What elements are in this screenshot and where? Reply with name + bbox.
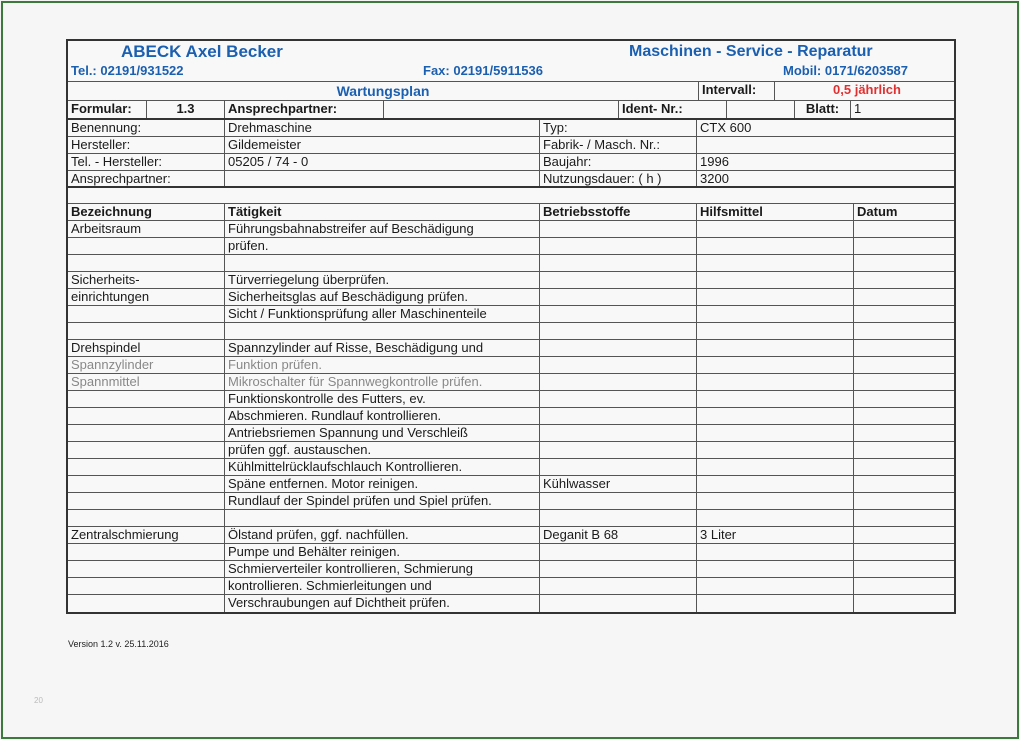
cell-bezeichnung xyxy=(68,578,224,594)
cell-taetigkeit: Türverriegelung überprüfen. xyxy=(224,272,539,288)
cell-taetigkeit: Führungsbahnabstreifer auf Beschädigung xyxy=(224,221,539,237)
nutzungsdauer-label: Nutzungsdauer: ( h ) xyxy=(539,171,696,186)
cell-hilfsmittel xyxy=(696,561,853,577)
cell-datum xyxy=(853,374,956,390)
table-row xyxy=(68,238,954,255)
cell-bezeichnung: Zentralschmierung xyxy=(71,527,179,542)
cell-betriebsstoffe xyxy=(539,459,696,475)
cell-datum xyxy=(853,408,956,424)
cell-datum xyxy=(853,221,956,237)
intervall-label: Intervall: xyxy=(698,82,774,100)
cell-datum xyxy=(853,306,956,322)
benennung-label: Benennung: xyxy=(71,120,142,135)
cell-taetigkeit: Kühlmittelrücklaufschlauch Kontrollieren. xyxy=(224,459,539,475)
maintenance-sheet xyxy=(66,39,956,614)
version-note: Version 1.2 v. 25.11.2016 xyxy=(68,639,169,649)
fax-number: Fax: 02191/5911536 xyxy=(423,63,543,78)
table-row xyxy=(68,561,954,578)
table-row xyxy=(68,459,954,476)
cell-betriebsstoffe xyxy=(539,544,696,560)
cell-hilfsmittel xyxy=(696,289,853,305)
cell-datum xyxy=(853,238,956,254)
cell-hilfsmittel xyxy=(696,595,853,612)
cell-taetigkeit: Ölstand prüfen, ggf. nachfüllen. xyxy=(224,527,539,543)
cell-taetigkeit: Sicht / Funktionsprüfung aller Maschinenteile xyxy=(224,306,539,322)
cell-hilfsmittel xyxy=(696,272,853,288)
typ-label: Typ: xyxy=(539,120,696,136)
cell-bezeichnung: Spannzylinder xyxy=(71,357,154,372)
cell-betriebsstoffe xyxy=(539,340,696,356)
cell-bezeichnung xyxy=(68,510,224,526)
cell-bezeichnung xyxy=(68,425,224,441)
page-number: 20 xyxy=(34,696,43,705)
cell-bezeichnung xyxy=(68,255,224,271)
cell-bezeichnung xyxy=(68,323,224,339)
col-header-betriebsstoffe: Betriebsstoffe xyxy=(539,204,696,220)
benennung-value: Drehmaschine xyxy=(224,120,539,136)
table-row xyxy=(68,442,954,459)
cell-hilfsmittel xyxy=(696,442,853,458)
title-row xyxy=(68,82,954,101)
tel-hersteller-value: 05205 / 74 - 0 xyxy=(224,154,539,170)
table-row xyxy=(68,510,954,527)
table-row xyxy=(68,408,954,425)
cell-bezeichnung: Spannmittel xyxy=(71,374,140,389)
col-header-hilfsmittel: Hilfsmittel xyxy=(696,204,853,220)
table-row xyxy=(68,527,954,544)
col-header-datum: Datum xyxy=(853,204,956,220)
cell-datum xyxy=(853,459,956,475)
cell-taetigkeit: Antriebsriemen Spannung und Verschleiß xyxy=(224,425,539,441)
cell-hilfsmittel xyxy=(696,238,853,254)
ansprechpartner-label: Ansprechpartner: xyxy=(224,101,383,118)
table-row xyxy=(68,476,954,493)
cell-datum xyxy=(853,578,956,594)
cell-bezeichnung xyxy=(68,408,224,424)
formular-label: Formular: xyxy=(71,101,132,116)
cell-taetigkeit: Funktion prüfen. xyxy=(224,357,539,373)
cell-datum xyxy=(853,544,956,560)
table-row xyxy=(68,272,954,289)
cell-hilfsmittel xyxy=(696,340,853,356)
cell-betriebsstoffe xyxy=(539,221,696,237)
cell-bezeichnung: einrichtungen xyxy=(71,289,150,304)
cell-betriebsstoffe xyxy=(539,510,696,526)
cell-betriebsstoffe xyxy=(539,357,696,373)
cell-taetigkeit: Funktionskontrolle des Futters, ev. xyxy=(224,391,539,407)
spacer-row xyxy=(68,188,954,204)
cell-hilfsmittel xyxy=(696,459,853,475)
cell-datum xyxy=(853,527,956,543)
table-row xyxy=(68,357,954,374)
hersteller-value: Gildemeister xyxy=(224,137,539,153)
cell-betriebsstoffe: Kühlwasser xyxy=(539,476,696,492)
machine-row-benennung xyxy=(68,120,954,137)
cell-datum xyxy=(853,391,956,407)
cell-bezeichnung: Sicherheits- xyxy=(71,272,140,287)
cell-taetigkeit: prüfen. xyxy=(224,238,539,254)
cell-datum xyxy=(853,323,956,339)
cell-taetigkeit: Rundlauf der Spindel prüfen und Spiel prüfen. xyxy=(224,493,539,509)
cell-betriebsstoffe xyxy=(539,391,696,407)
plan-title: Wartungsplan xyxy=(336,83,430,99)
ident-field xyxy=(726,101,794,118)
machine-row-tel xyxy=(68,154,954,171)
cell-datum xyxy=(853,425,956,441)
cell-bezeichnung xyxy=(68,391,224,407)
cell-datum xyxy=(853,272,956,288)
cell-datum xyxy=(853,561,956,577)
machine-ansprech-label: Ansprechpartner: xyxy=(71,171,171,186)
cell-bezeichnung xyxy=(68,493,224,509)
cell-betriebsstoffe xyxy=(539,323,696,339)
cell-bezeichnung xyxy=(68,476,224,492)
cell-bezeichnung: Drehspindel xyxy=(71,340,141,355)
cell-hilfsmittel xyxy=(696,425,853,441)
cell-hilfsmittel xyxy=(696,306,853,322)
mobile-number: Mobil: 0171/6203587 xyxy=(783,63,909,78)
cell-datum xyxy=(853,255,956,271)
cell-datum xyxy=(853,289,956,305)
cell-taetigkeit: Schmierverteiler kontrollieren, Schmierung xyxy=(224,561,539,577)
col-header-bezeichnung: Bezeichnung xyxy=(71,204,152,219)
phone-number: Tel.: 02191/931522 xyxy=(71,63,184,78)
table-row xyxy=(68,374,954,391)
cell-taetigkeit: Sicherheitsglas auf Beschädigung prüfen. xyxy=(224,289,539,305)
cell-hilfsmittel xyxy=(696,323,853,339)
tel-hersteller-label: Tel. - Hersteller: xyxy=(71,154,163,169)
company-name: ABECK Axel Becker xyxy=(121,42,283,61)
cell-taetigkeit: prüfen ggf. austauschen. xyxy=(224,442,539,458)
cell-betriebsstoffe: Deganit B 68 xyxy=(539,527,696,543)
cell-betriebsstoffe xyxy=(539,442,696,458)
cell-hilfsmittel xyxy=(696,357,853,373)
cell-betriebsstoffe xyxy=(539,578,696,594)
nutzungsdauer-value: 3200 xyxy=(696,171,956,186)
cell-hilfsmittel xyxy=(696,221,853,237)
cell-betriebsstoffe xyxy=(539,238,696,254)
machine-row-hersteller xyxy=(68,137,954,154)
cell-hilfsmittel xyxy=(696,408,853,424)
fabrik-label: Fabrik- / Masch. Nr.: xyxy=(539,137,696,153)
cell-betriebsstoffe xyxy=(539,306,696,322)
table-row xyxy=(68,544,954,561)
cell-bezeichnung xyxy=(68,595,224,612)
cell-bezeichnung xyxy=(68,561,224,577)
cell-betriebsstoffe xyxy=(539,493,696,509)
machine-ansprech-value xyxy=(224,171,539,186)
table-row xyxy=(68,595,954,612)
intervall-value: 0,5 jährlich xyxy=(774,82,956,100)
cell-taetigkeit: Mikroschalter für Spannwegkontrolle prüfen. xyxy=(224,374,539,390)
cell-betriebsstoffe xyxy=(539,289,696,305)
cell-datum xyxy=(853,476,956,492)
cell-betriebsstoffe xyxy=(539,255,696,271)
table-row xyxy=(68,323,954,340)
typ-value: CTX 600 xyxy=(696,120,956,136)
fabrik-value xyxy=(696,137,956,153)
table-row xyxy=(68,289,954,306)
cell-bezeichnung: Arbeitsraum xyxy=(71,221,142,236)
cell-taetigkeit: Verschraubungen auf Dichtheit prüfen. xyxy=(224,595,539,612)
cell-betriebsstoffe xyxy=(539,595,696,612)
blatt-label: Blatt: xyxy=(794,101,850,118)
table-row xyxy=(68,425,954,442)
cell-taetigkeit: Pumpe und Behälter reinigen. xyxy=(224,544,539,560)
company-tagline: Maschinen - Service - Reparatur xyxy=(629,43,873,60)
cell-datum xyxy=(853,442,956,458)
cell-taetigkeit xyxy=(224,323,539,339)
cell-hilfsmittel xyxy=(696,493,853,509)
cell-bezeichnung xyxy=(68,544,224,560)
cell-hilfsmittel xyxy=(696,544,853,560)
cell-hilfsmittel xyxy=(696,578,853,594)
cell-taetigkeit: Spannzylinder auf Risse, Beschädigung und xyxy=(224,340,539,356)
table-row xyxy=(68,255,954,272)
table-row xyxy=(68,493,954,510)
cell-taetigkeit: kontrollieren. Schmierleitungen und xyxy=(224,578,539,594)
ansprechpartner-field xyxy=(383,101,618,118)
cell-bezeichnung xyxy=(68,306,224,322)
header-row-1 xyxy=(68,41,954,63)
hersteller-label: Hersteller: xyxy=(71,137,131,152)
cell-taetigkeit: Abschmieren. Rundlauf kontrollieren. xyxy=(224,408,539,424)
table-row xyxy=(68,340,954,357)
cell-datum xyxy=(853,510,956,526)
cell-hilfsmittel xyxy=(696,510,853,526)
cell-taetigkeit xyxy=(224,510,539,526)
cell-bezeichnung xyxy=(68,238,224,254)
blatt-value: 1 xyxy=(850,101,956,118)
cell-hilfsmittel xyxy=(696,374,853,390)
table-row xyxy=(68,306,954,323)
task-table-body xyxy=(68,221,954,612)
cell-hilfsmittel: 3 Liter xyxy=(696,527,853,543)
cell-datum xyxy=(853,595,956,612)
cell-betriebsstoffe xyxy=(539,408,696,424)
cell-taetigkeit: Späne entfernen. Motor reinigen. xyxy=(224,476,539,492)
col-header-taetigkeit: Tätigkeit xyxy=(224,204,539,220)
baujahr-label: Baujahr: xyxy=(539,154,696,170)
machine-row-ansprech xyxy=(68,171,954,188)
cell-datum xyxy=(853,340,956,356)
cell-hilfsmittel xyxy=(696,476,853,492)
table-row xyxy=(68,578,954,595)
cell-betriebsstoffe xyxy=(539,561,696,577)
cell-hilfsmittel xyxy=(696,255,853,271)
cell-betriebsstoffe xyxy=(539,425,696,441)
task-table-header xyxy=(68,204,954,221)
table-row xyxy=(68,391,954,408)
cell-taetigkeit xyxy=(224,255,539,271)
formular-value: 1.3 xyxy=(146,101,224,118)
cell-datum xyxy=(853,357,956,373)
cell-bezeichnung xyxy=(68,442,224,458)
table-row xyxy=(68,221,954,238)
baujahr-value: 1996 xyxy=(696,154,956,170)
header-row-2 xyxy=(68,63,954,82)
cell-bezeichnung xyxy=(68,459,224,475)
cell-betriebsstoffe xyxy=(539,374,696,390)
cell-betriebsstoffe xyxy=(539,272,696,288)
cell-datum xyxy=(853,493,956,509)
cell-hilfsmittel xyxy=(696,391,853,407)
ident-label: Ident- Nr.: xyxy=(618,101,726,118)
formular-row xyxy=(68,101,954,120)
